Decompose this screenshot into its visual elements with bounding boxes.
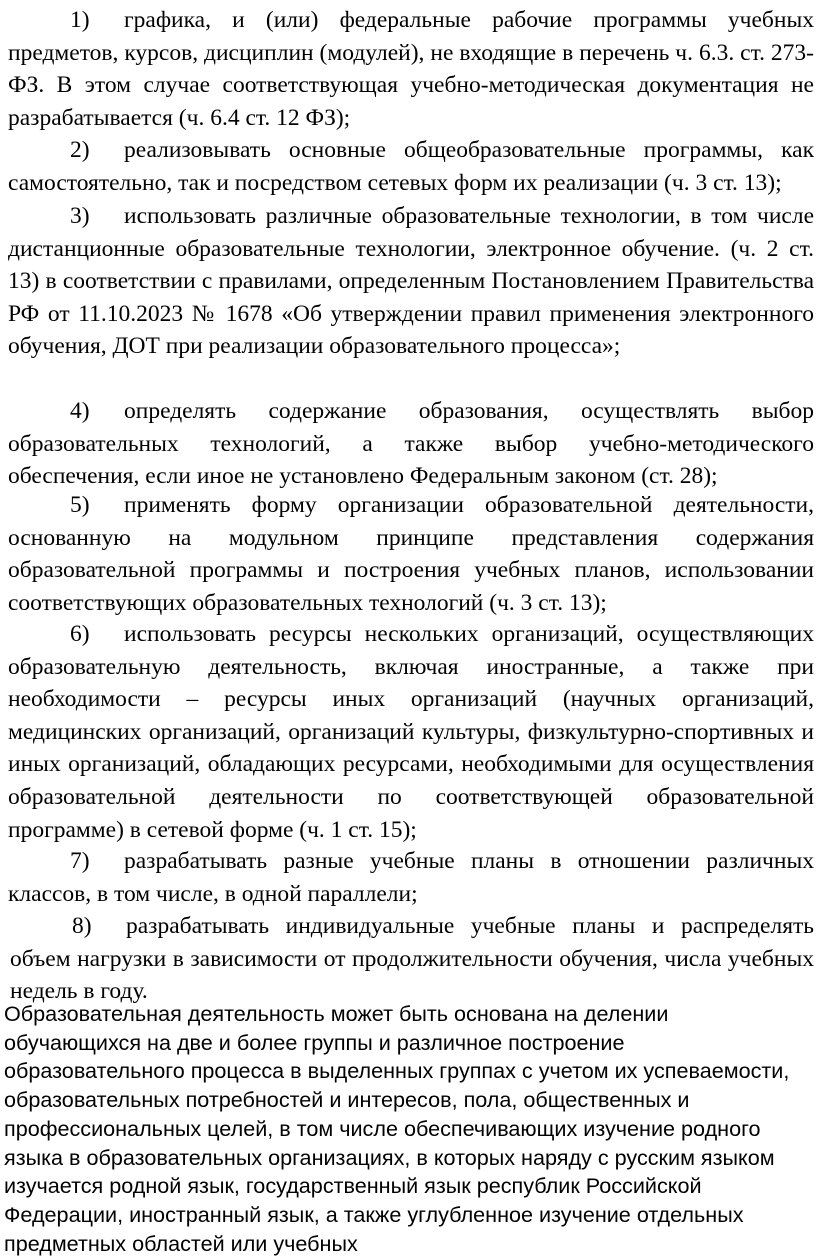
list-item [8,134,814,199]
list-item-text: графика, и (или) федеральные рабочие программы учебных предметов, курсов, дисциплин (модулей), не входящие в перечень ч. 6.3. ст. 273-ФЗ. В этом случае соответствующая учебно-методическая документация не разрабатывается (ч. 6.4 ст. 12 ФЗ); [8,7,814,131]
list-item-number: 8) [72,913,92,939]
list-item-text: использовать различные образовательные технологии, в том числе дистанционные образовательные технологии, электронное обучение. (ч. 2 ст. 13) в соответствии с правилами, определенным Постановлением Правительства РФ от 11.10.2023 № 1678 «Об утверждении правил применения электронного обучения, ДОТ при реализации образовательного процесса»; [8,203,814,360]
list-item-text: реализовывать основные общеобразовательные программы, как самостоятельно, так и посредством сетевых форм их реализации (ч. 3 ст. 13); [8,137,814,196]
list-item-number: 2) [70,137,90,163]
list-item-text: определять содержание образования, осуществлять выбор образовательных технологий, а также выбор учебно-методического обеспечения, если иное не установлено Федеральным законом (ст. 28); [8,398,814,490]
list-item-number: 4) [70,398,90,424]
paragraph-line: образовательных потребностей и интересов, пола, общественных и [4,1087,690,1113]
paragraph-line: изучается родной язык, государственный язык республик Российской [4,1173,702,1199]
list-item [8,845,814,910]
closing-paragraph [4,1000,816,1258]
list-item-number: 6) [70,621,90,647]
list-item-number: 3) [70,203,90,229]
list-item [8,4,814,134]
list-item-text: разрабатывать индивидуальные учебные планы и распределять объем нагрузки в зависимости от продолжительности обучения, числа учебных недель в году. [10,913,814,1005]
paragraph-line: обучающихся на две и более группы и различное построение [4,1029,625,1055]
list-item-text: разрабатывать разные учебные планы в отношении различных классов, в том числе, в одной параллели; [8,848,814,907]
list-item-number: 7) [70,848,90,874]
paragraph-line: Федерации, иностранный язык, а также углубленное изучение отдельных [4,1201,744,1227]
paragraph-line: профессиональных целей, в том числе обеспечивающих изучение родного [4,1115,761,1141]
list-item [8,618,814,846]
list-item [8,395,814,493]
paragraph-line: языка в образовательных организациях, в которых наряду с русским языком [4,1144,775,1170]
list-item [8,200,814,363]
paragraph-line: предметных областей или учебных [4,1230,358,1256]
list-item-text: применять форму организации образовательной деятельности, основанную на модульном принципе представления содержания образовательной программы и построения учебных планов, использовании соответствующих образовательных технологий (ч. 3 ст. 13); [8,492,814,616]
paragraph-line: образовательного процесса в выделенных группах с учетом их успеваемости, [4,1058,790,1084]
paragraph-line: Образовательная деятельность может быть основана на делении [4,1001,669,1026]
list-item-text: использовать ресурсы нескольких организаций, осуществляющих образовательную деятельность, включая иностранные, а также при необходимости – ресурсы иных организаций (научных организаций, медицинских организаций, организаций культуры, физкультурно-спортивных и иных организаций, обладающих ресурсами, необходимыми для осуществления образовательной деятельности по соответствующей образовательной программе) в сетевой форме (ч. 1 ст. 15); [8,621,814,843]
list-item [10,910,814,1008]
list-item-number: 5) [70,492,90,518]
list-item-number: 1) [70,7,90,33]
list-item [8,489,814,619]
